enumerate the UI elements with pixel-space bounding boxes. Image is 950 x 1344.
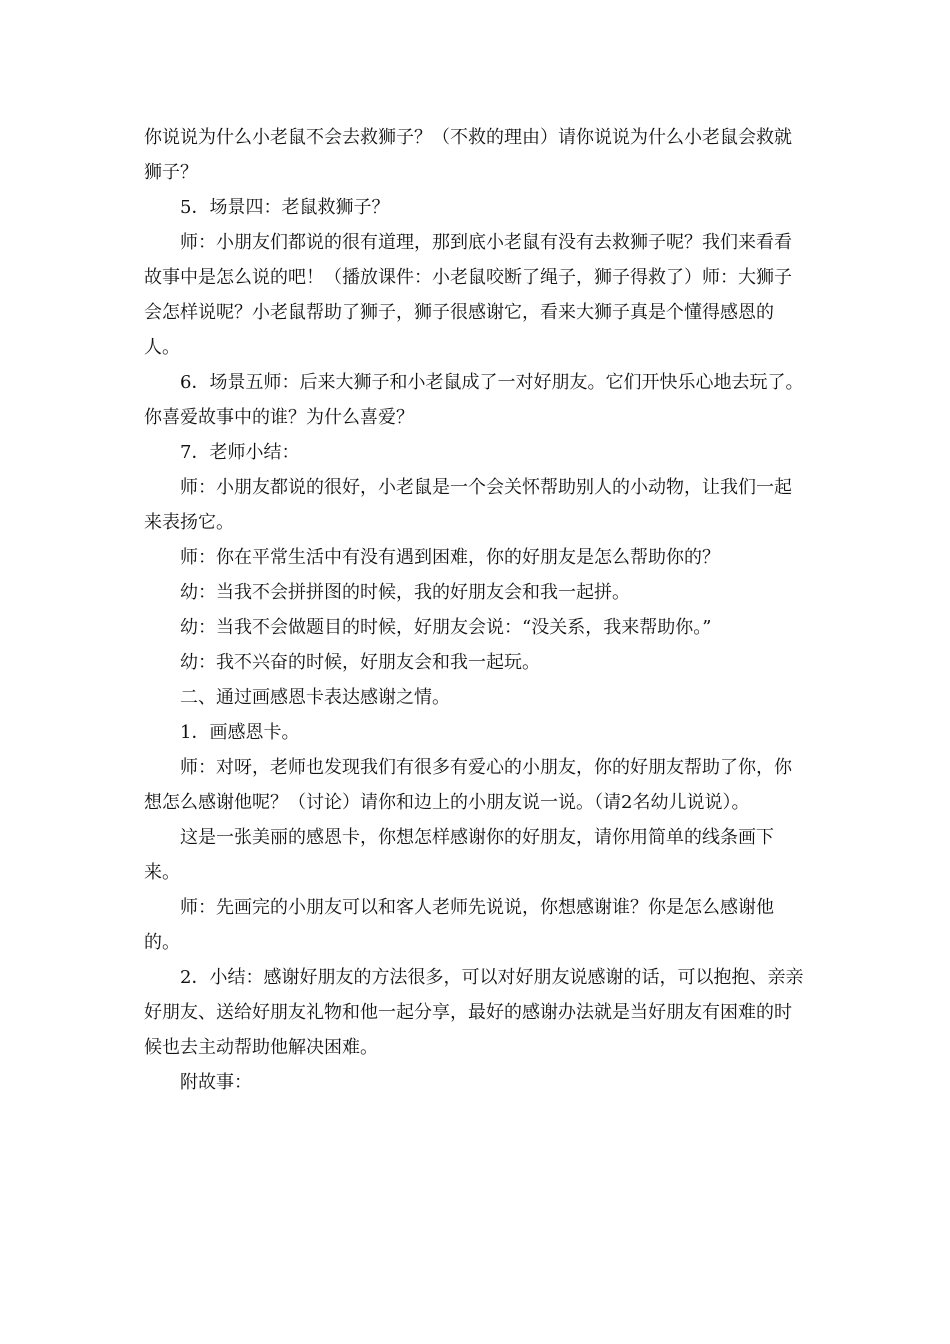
paragraph-8: 幼：当我不会拼拼图的时候，我的好朋友会和我一起拼。 <box>180 582 630 603</box>
paragraph-4: 6．场景五师：后来大狮子和小老鼠成了一对好朋友。它们开快乐心地去玩了。你喜爱故事中的谁？为什么喜爱？ <box>144 372 804 428</box>
paragraph-2: 5．场景四：老鼠救狮子？ <box>180 197 390 218</box>
paragraph-3: 师：小朋友们都说的很有道理，那到底小老鼠有没有去救狮子呢？我们来看看故事中是怎么说的吧！（播放课件：小老鼠咬断了绳子，狮子得救了）师：大狮子会怎样说呢？小老鼠帮助了狮子，狮子很感谢它，看来大狮子真是个懂得感恩的人。 <box>144 232 792 358</box>
paragraph-16: 2．小结：感谢好朋友的方法很多，可以对好朋友说感谢的话，可以抱抱、亲亲好朋友、送给好朋友礼物和他一起分享，最好的感谢办法就是当好朋友有困难的时候也去主动帮助他解决困难。 <box>144 967 804 1058</box>
paragraph-7: 师：你在平常生活中有没有遇到困难，你的好朋友是怎么帮助你的？ <box>180 547 720 568</box>
document-body <box>144 120 809 1100</box>
paragraph-14: 这是一张美丽的感恩卡，你想怎样感谢你的好朋友，请你用简单的线条画下来。 <box>144 827 774 883</box>
paragraph-1: 你说说为什么小老鼠不会去救狮子？（不救的理由）请你说说为什么小老鼠会救就狮子？ <box>144 127 792 183</box>
paragraph-9: 幼：当我不会做题目的时候，好朋友会说：“没关系，我来帮助你。” <box>180 617 712 638</box>
paragraph-11: 二、通过画感恩卡表达感谢之情。 <box>180 687 450 708</box>
paragraph-12: 1．画感恩卡。 <box>180 722 300 743</box>
paragraph-17: 附故事： <box>180 1072 252 1093</box>
paragraph-6: 师：小朋友都说的很好，小老鼠是一个会关怀帮助别人的小动物，让我们一起来表扬它。 <box>144 477 792 533</box>
paragraph-5: 7．老师小结： <box>180 442 300 463</box>
paragraph-10: 幼：我不兴奋的时候，好朋友会和我一起玩。 <box>180 652 540 673</box>
paragraph-15: 师：先画完的小朋友可以和客人老师先说说，你想感谢谁？你是怎么感谢他的。 <box>144 897 774 953</box>
paragraph-13: 师：对呀，老师也发现我们有很多有爱心的小朋友，你的好朋友帮助了你，你想怎么感谢他呢？（讨论）请你和边上的小朋友说一说。（请2名幼儿说说）。 <box>144 757 792 813</box>
